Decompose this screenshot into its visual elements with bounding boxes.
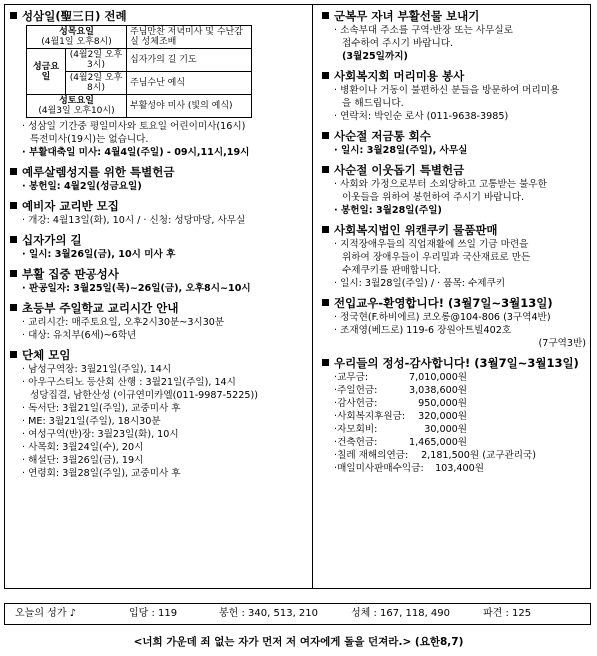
welfare-hair-title: 사회복지회 머리미용 봉사	[322, 68, 590, 84]
sunday-school-section	[10, 300, 308, 342]
hymn-recessional: 파견 : 125	[483, 608, 532, 619]
military-section	[322, 8, 590, 63]
cookie-date: · 일시: 3월28일(주일) / · 품목: 수제쿠키	[322, 277, 590, 290]
sunday-school-title: 초등부 주일학교 교리시간 안내	[10, 300, 308, 316]
offering-row: · 사회복지후원금: 320,000원	[322, 410, 590, 423]
holy-week-table	[26, 25, 252, 118]
groups-title: 단체 모임	[10, 347, 308, 363]
list-item: · 연령회: 3월28일(주일), 교중미사 후	[10, 467, 308, 480]
military-line-1: · 소속부대 주소를 구역·반장 또는 사무실로	[322, 24, 590, 37]
thursday-cell: 성목요일 (4월1일 오후8시)	[27, 26, 127, 49]
welfare-hair-line-2: 을 해드립니다.	[342, 98, 404, 109]
bullet-square-icon	[10, 12, 17, 19]
cookie-line-3: 수제쿠키를 판매합니다.	[342, 265, 441, 276]
list-item: · 해설단: 3월26일(금), 19시	[10, 454, 308, 467]
bullet-square-icon	[322, 166, 329, 173]
offering-section	[322, 355, 590, 475]
stations-section	[10, 232, 308, 261]
offering-row: · 매일미사판매수익금: 103,400원	[322, 462, 590, 475]
list-item: · 남성구역장: 3월21일(주일), 14시	[10, 363, 308, 376]
catechumen-section	[10, 198, 308, 227]
offering-row: · 건축헌금: 1,465,000원	[322, 436, 590, 449]
military-title: 군복무 자녀 부활선물 보내기	[322, 8, 590, 24]
friday-desc-2: 주님수난 예식	[127, 72, 252, 95]
transfer-line-2: · 조재영(베드로) 119-6 장원아트빌402호	[322, 324, 590, 337]
offering-row: · 칠레 재해의연금: 2,181,500원 (교구관리국)	[322, 449, 590, 462]
welfare-hair-section	[322, 68, 590, 123]
military-deadline: (3월25일까지)	[342, 51, 408, 62]
welfare-hair-contact: · 연락처: 박인순 로사 (011-9638-3985)	[322, 110, 590, 123]
sunday-school-time: · 교리시간: 매주토요일, 오후2시30분~3시30분	[10, 316, 308, 329]
bullet-square-icon	[10, 236, 17, 243]
bullet-square-icon	[322, 226, 329, 233]
transfer-section	[322, 295, 590, 350]
friday-label: 성금요일	[27, 49, 66, 95]
offering-title: 우리들의 정성-감사합니다! (3월7일~3월13일)	[322, 355, 590, 371]
neighbor-section	[322, 162, 590, 217]
confession-date: · 판공일자: 3월25일(목)~26일(금), 오후8시~10시	[10, 282, 308, 295]
column-divider	[312, 4, 313, 589]
list-item: · 사목회: 3월24일(수), 20시	[10, 441, 308, 454]
collection-section	[322, 128, 590, 157]
transfer-line-3: (7구역3반)	[538, 338, 586, 349]
bullet-square-icon	[322, 299, 329, 306]
left-column	[10, 8, 308, 485]
offering-row: · 주일헌금: 3,038,600원	[322, 384, 590, 397]
saturday-desc: 부활성야 미사 (빛의 예식)	[127, 95, 252, 118]
list-item: · 아우구스티노 등산회 산행 : 3월21일(주일), 14시	[10, 376, 308, 389]
thursday-desc: 주님만찬 저녁미사 및 수난감실 성체조배	[127, 26, 252, 49]
bullet-square-icon	[322, 132, 329, 139]
stations-date: · 일시: 3월26일(금), 10시 미사 후	[10, 248, 308, 261]
list-item: 성당집결, 남한산성 (이규연미카엘(011-9987-5225))	[30, 390, 258, 401]
transfer-line-1: · 정국현(F.하비에르) 코오롱@104-806 (3구역4반)	[322, 311, 590, 324]
bullet-square-icon	[322, 12, 329, 19]
hymn-communion: 성체 : 167, 118, 490	[351, 608, 451, 619]
neighbor-title: 사순절 이웃돕기 특별헌금	[322, 162, 590, 178]
friday-time-2: (4월2일 오후8시)	[66, 72, 127, 95]
hymn-label: 오늘의 성가 ♪	[15, 608, 77, 619]
military-line-2: 접수하여 주시기 바랍니다.	[342, 38, 454, 49]
bullet-square-icon	[10, 304, 17, 311]
collection-title: 사순절 저금통 회수	[322, 128, 590, 144]
bullet-square-icon	[322, 72, 329, 79]
holy-week-note-2: 특전미사(19시)는 없습니다.	[30, 134, 149, 145]
cookie-line-2: 위하여 장애우들이 우리밀과 국산재료로 만든	[342, 252, 531, 263]
list-item: · 독서단: 3월21일(주일), 교중미사 후	[10, 402, 308, 415]
stations-title: 십자가의 길	[10, 232, 308, 248]
bullet-square-icon	[10, 270, 17, 277]
offering-row: · 교무금: 7,010,000원	[322, 371, 590, 384]
list-item: · ME: 3월21일(주일), 18시30분	[10, 415, 308, 428]
neighbor-date: · 봉헌일: 3월28일(주일)	[322, 204, 590, 217]
confession-section	[10, 266, 308, 295]
easter-mass-line: · 부활대축일 미사: 4월4일(주일) - 09시,11시,19시	[10, 146, 308, 159]
cookie-section	[322, 222, 590, 290]
hymn-entrance: 입당 : 119	[129, 608, 178, 619]
bullet-square-icon	[322, 359, 329, 366]
welfare-hair-line-1: · 병환이나 거동이 불편하신 분들을 방문하여 머리미용	[322, 84, 590, 97]
scripture-quote: <너희 가운데 죄 없는 자가 먼저 저 여자에게 돌을 던져라.> (요한8,7)	[133, 636, 464, 648]
list-item: · 여성구역(반)장: 3월23일(화), 10시	[10, 428, 308, 441]
jerusalem-title: 예루살렘성지를 위한 특별헌금	[10, 164, 308, 180]
hymn-offertory: 봉헌 : 340, 513, 210	[219, 608, 319, 619]
holy-week-note-1: · 성삼일 기간중 평일미사와 토요일 어린이미사(16시)	[10, 120, 308, 133]
offering-row: · 자모회비: 30,000원	[322, 423, 590, 436]
sunday-school-target: · 대상: 유치부(6세)~6학년	[10, 329, 308, 342]
friday-desc-1: 십자가의 길 기도	[127, 49, 252, 72]
catechumen-title: 예비자 교리반 모집	[10, 198, 308, 214]
cookie-line-1: · 지적장애우들의 직업재활에 쓰일 기금 마련을	[322, 238, 590, 251]
hymn-bar	[4, 603, 591, 625]
friday-time-1: (4월2일 오후3시)	[66, 49, 127, 72]
cookie-title: 사회복지법인 위캔쿠키 물품판매	[322, 222, 590, 238]
bullet-square-icon	[10, 168, 17, 175]
holy-week-title: 성삼일(聖三日) 전례	[10, 8, 308, 24]
groups-section	[10, 347, 308, 480]
jerusalem-section	[10, 164, 308, 193]
bullet-square-icon	[10, 202, 17, 209]
jerusalem-date: · 봉헌일: 4월2일(성금요일)	[10, 180, 308, 193]
right-column	[322, 8, 590, 480]
catechumen-info: · 개강: 4월13일(화), 10시 / · 신청: 성당마당, 사무실	[10, 214, 308, 227]
confession-title: 부활 집중 판공성사	[10, 266, 308, 282]
neighbor-line-1: · 사회와 가정으로부터 소외당하고 고통받는 불우한	[322, 178, 590, 191]
transfer-title: 전입교우-환영합니다! (3월7일~3월13일)	[322, 295, 590, 311]
saturday-cell: 성토요일 (4월3일 오후10시)	[27, 95, 127, 118]
holy-week-section	[10, 8, 308, 159]
offering-row: · 감사헌금: 950,000원	[322, 397, 590, 410]
collection-date: · 일시: 3월28일(주일), 사무실	[322, 144, 590, 157]
neighbor-line-2: 이웃들을 위하여 봉헌하여 주시기 바랍니다.	[342, 192, 525, 203]
bullet-square-icon	[10, 351, 17, 358]
